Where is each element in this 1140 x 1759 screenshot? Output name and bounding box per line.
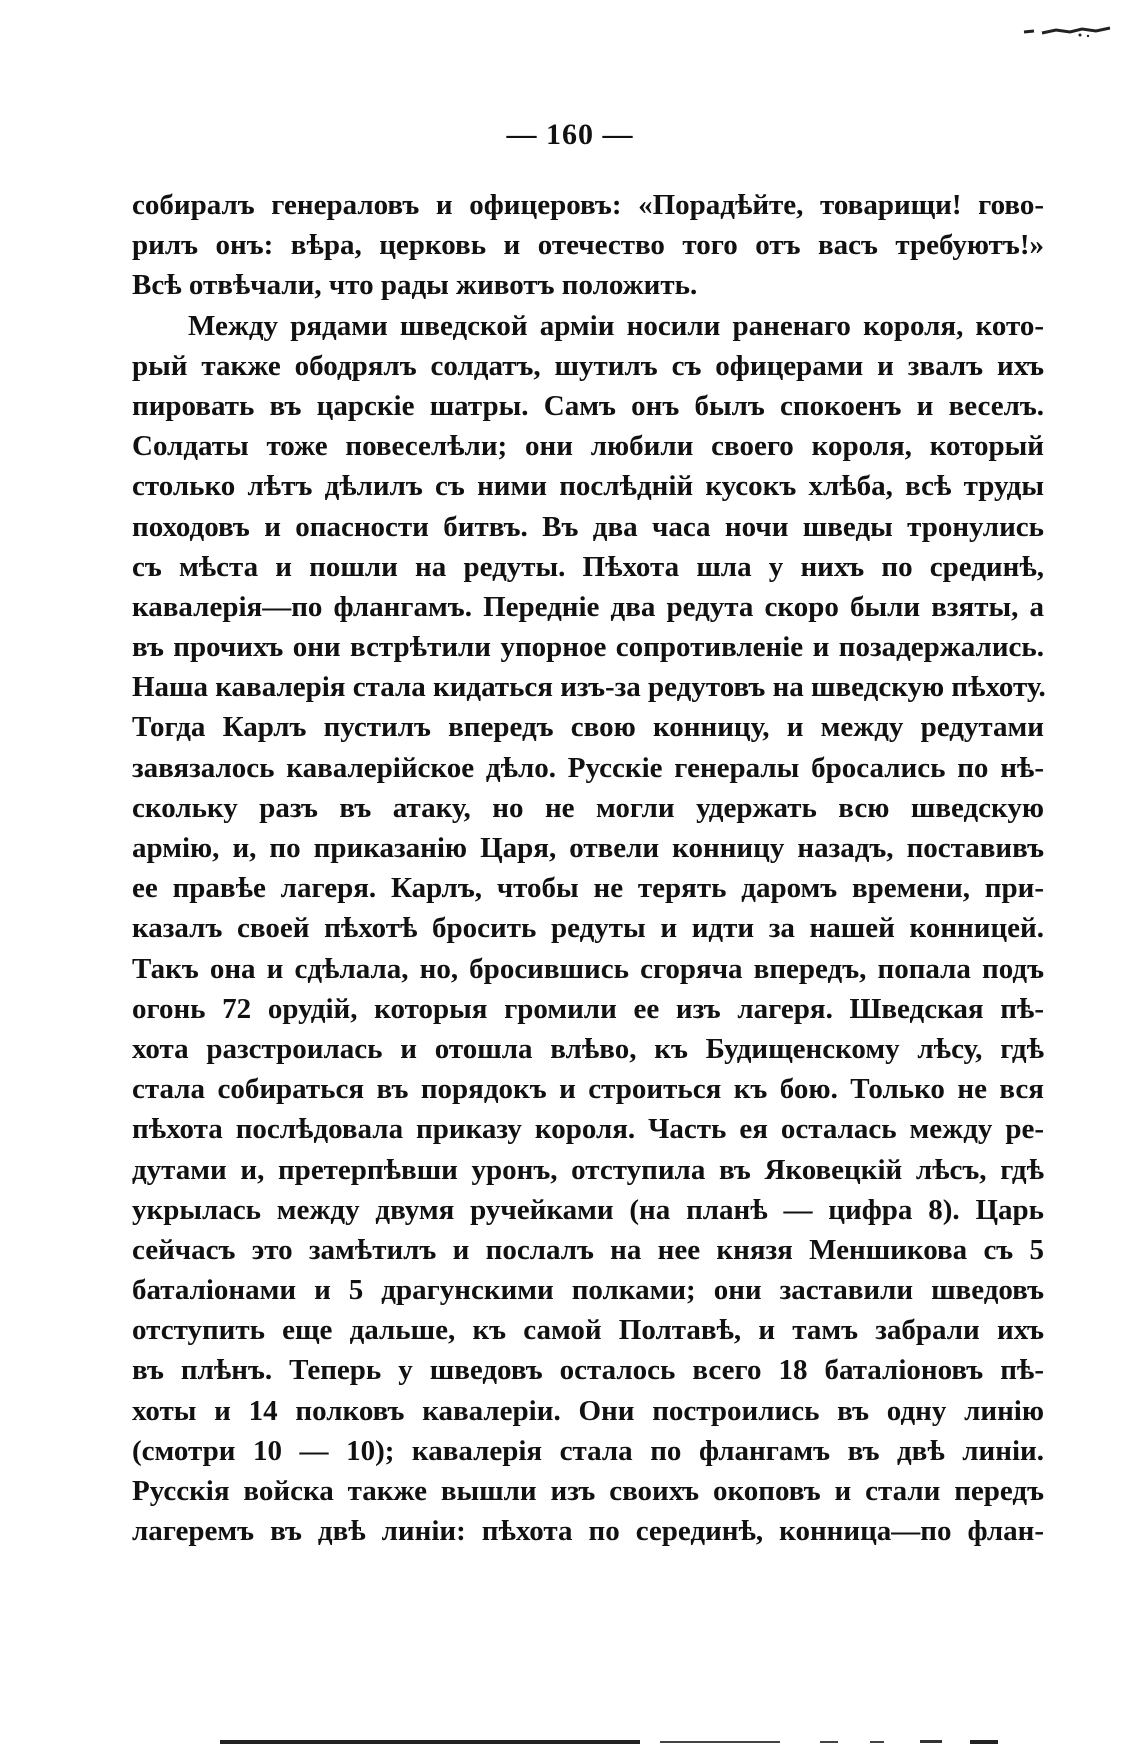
paragraph-first-line: Между рядами шведской арміи носили раненаго короля, кото- bbox=[188, 309, 1044, 342]
text-line: ее правѣе лагеря. Карлъ, чтобы не терять даромъ времени, при- bbox=[132, 872, 1044, 905]
text-line: въ прочихъ они встрѣтили упорное сопротивленіе и позадержались. bbox=[132, 631, 1044, 664]
text-line: казалъ своей пѣхотѣ бросить редуты и идти за нашей конницей. bbox=[132, 912, 1044, 945]
text-line: хоты и 14 полковъ кавалеріи. Они построились въ одну линію bbox=[132, 1394, 1044, 1427]
text-line: пировать въ царскіе шатры. Самъ онъ былъ спокоенъ и веселъ. bbox=[132, 389, 1044, 422]
text-line: рилъ онъ: вѣра, церковь и отечество того отъ васъ требуютъ!» bbox=[132, 229, 1044, 262]
text-line: столько лѣтъ дѣлилъ съ ними послѣдній кусокъ хлѣба, всѣ труды bbox=[132, 470, 1044, 503]
text-line: укрылась между двумя ручейками (на планѣ — цифра 8). Царь bbox=[132, 1193, 1044, 1226]
text-line: Всѣ отвѣчали, что рады животъ положить. bbox=[132, 269, 698, 302]
text-line: походовъ и опасности битвъ. Въ два часа ночи шведы тронулись bbox=[132, 510, 1044, 543]
text-line: дутами и, претерпѣвши уронъ, отступила въ Яковецкій лѣсъ, гдѣ bbox=[132, 1153, 1044, 1186]
text-line: стала собираться въ порядокъ и строиться къ бою. Только не вся bbox=[132, 1073, 1044, 1106]
page-number: — 160 — bbox=[506, 118, 634, 151]
text-line: (смотри 10 — 10); кавалерія стала по флангамъ въ двѣ линіи. bbox=[132, 1434, 1044, 1467]
text-line: армію, и, по приказанію Царя, отвели конницу назадъ, поставивъ bbox=[132, 832, 1044, 864]
text-line: Такъ она и сдѣлала, но, бросившись сгоряча впередъ, попала подъ bbox=[132, 952, 1044, 985]
print-smudge-mark bbox=[1022, 26, 1112, 38]
text-line: лагеремъ въ двѣ линіи: пѣхота по серединѣ, конница—по флан- bbox=[132, 1515, 1044, 1548]
text-line: Тогда Карлъ пустилъ впередъ свою конницу, и между редутами bbox=[132, 711, 1044, 744]
text-line: пѣхота послѣдовала приказу короля. Часть ея осталась между ре- bbox=[132, 1113, 1044, 1146]
text-line: скольку разъ въ атаку, но не могли удержать всю шведскую bbox=[132, 791, 1044, 824]
bottom-rule-line bbox=[220, 1737, 1000, 1747]
text-line: отступить еще дальше, къ самой Полтавѣ, и тамъ забрали ихъ bbox=[132, 1314, 1044, 1347]
text-line: огонь 72 орудій, которыя громили ее изъ лагеря. Шведская пѣ- bbox=[132, 992, 1044, 1025]
text-line: баталіонами и 5 драгунскими полками; они заставили шведовъ bbox=[132, 1274, 1044, 1307]
text-line: въ плѣнъ. Теперь у шведовъ осталось всего 18 баталіоновъ пѣ- bbox=[132, 1354, 1044, 1387]
text-line: собиралъ генераловъ и офицеровъ: «Порадѣйте, товарищи! гово- bbox=[132, 189, 1044, 221]
text-line: завязалось кавалерійское дѣло. Русскіе генералы бросались по нѣ- bbox=[132, 751, 1044, 784]
text-line: Русскія войска также вышли изъ своихъ окоповъ и стали передъ bbox=[132, 1475, 1044, 1507]
text-line: Солдаты тоже повеселѣли; они любили своего короля, который bbox=[132, 430, 1044, 463]
text-line: рый также ободрялъ солдатъ, шутилъ съ офицерами и звалъ ихъ bbox=[132, 349, 1044, 382]
text-line: хота разстроилась и отошла влѣво, къ Будищенскому лѣсу, гдѣ bbox=[132, 1032, 1044, 1065]
text-line: съ мѣста и пошли на редуты. Пѣхота шла у нихъ по срединѣ, bbox=[132, 550, 1044, 583]
text-line: кавалерія—по флангамъ. Передніе два редута скоро были взяты, а bbox=[132, 590, 1044, 623]
body-text bbox=[132, 185, 1044, 1551]
text-line: сейчасъ это замѣтилъ и послалъ на нее князя Меншикова съ 5 bbox=[132, 1233, 1044, 1266]
text-line: Наша кавалерія стала кидаться изъ-за редутовъ на шведскую пѣхоту. bbox=[132, 671, 1046, 704]
